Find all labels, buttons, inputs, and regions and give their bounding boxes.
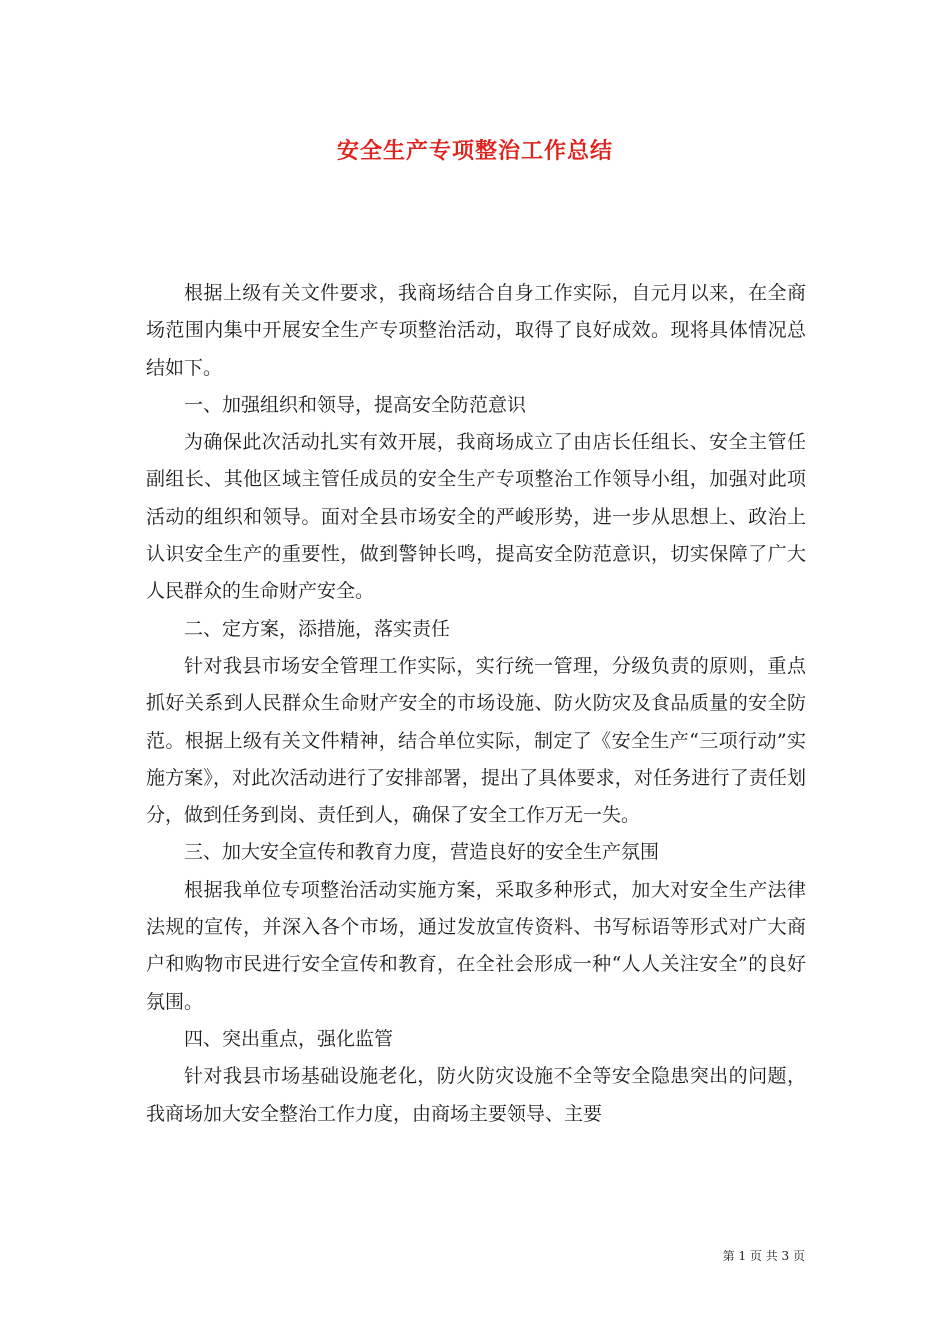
- paragraph-section-3: 根据我单位专项整治活动实施方案，采取多种形式，加大对安全生产法律法规的宣传，并深入各个市场，通过发放宣传资料、书写标语等形式对广大商户和购物市民进行安全宣传和教育，在全社会形成一种“人人关注安全”的良好氛围。: [146, 878, 806, 1013]
- paragraph-section-2: 针对我县市场安全管理工作实际，实行统一管理，分级负责的原则，重点抓好关系到人民群众生命财产安全的市场设施、防火防灾及食品质量的安全防范。根据上级有关文件精神，结合单位实际，制定了《安全生产“三项行动”实施方案》，对此次活动进行了安排部署，提出了具体要求，对任务进行了责任划分，做到任务到岗、责任到人，确保了安全工作万无一失。: [146, 654, 806, 827]
- paragraph-section-4: 针对我县市场基础设施老化，防火防灾设施不全等安全隐患突出的问题，我商场加大安全整治工作力度，由商场主要领导、主要: [146, 1065, 806, 1125]
- page-number-footer: 第 1 页 共 3 页: [722, 1249, 805, 1263]
- document-title: 安全生产专项整治工作总结: [336, 138, 613, 164]
- section-heading-4: 四、突出重点，强化监管: [184, 1027, 394, 1050]
- section-heading-3: 三、加大安全宣传和教育力度，营造良好的安全生产氛围: [184, 841, 660, 864]
- paragraph-section-1: 为确保此次活动扎实有效开展，我商场成立了由店长任组长、安全主管任副组长、其他区域主管任成员的安全生产专项整治工作领导小组，加强对此项活动的组织和领导。面对全县市场安全的严峻形势，进一步从思想上、政治上认识安全生产的重要性，做到警钟长鸣，提高安全防范意识，切实保障了广大人民群众的生命财产安全。: [146, 431, 806, 603]
- section-heading-2: 二、定方案，添措施，落实责任: [184, 617, 451, 640]
- section-heading-1: 一、加强组织和领导，提高安全防范意识: [184, 393, 527, 416]
- document-body: [146, 275, 806, 1133]
- paragraph-intro: 根据上级有关文件要求，我商场结合自身工作实际，自元月以来，在全商场范围内集中开展安全生产专项整治活动，取得了良好成效。现将具体情况总结如下。: [146, 282, 806, 379]
